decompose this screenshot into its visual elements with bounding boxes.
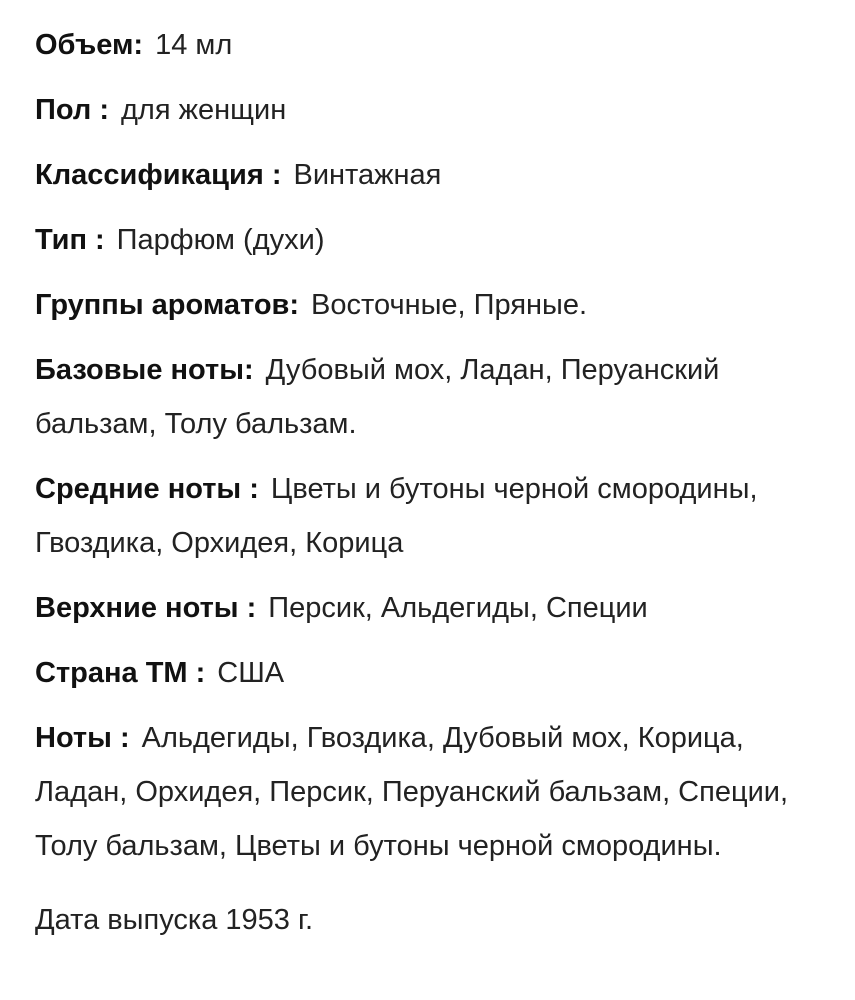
spec-label: Верхние ноты : — [35, 592, 257, 624]
spec-label: Ноты : — [35, 722, 130, 754]
spec-value: Винтажная — [293, 159, 442, 191]
spec-row-classification — [35, 148, 835, 202]
spec-row-top-notes — [35, 581, 835, 635]
spec-row-gender — [35, 83, 835, 137]
spec-label: Классификация : — [35, 159, 282, 191]
spec-label: Объем: — [35, 29, 144, 61]
spec-row-middle-notes — [35, 462, 835, 570]
release-date: Дата выпуска 1953 г. — [35, 904, 314, 936]
spec-value: 14 мл — [155, 29, 233, 61]
spec-value: США — [217, 657, 285, 689]
spec-value: Дубовый мох, Ладан, Перуанский бальзам, Толу бальзам. — [35, 354, 720, 440]
spec-value: Парфюм (духи) — [116, 224, 325, 256]
spec-row-fragrance-groups — [35, 278, 835, 332]
spec-label: Пол : — [35, 94, 109, 126]
spec-label: Базовые ноты: — [35, 354, 254, 386]
spec-row-all-notes — [35, 711, 835, 873]
spec-row-brand-country — [35, 646, 835, 700]
spec-label: Страна ТМ : — [35, 657, 206, 689]
product-spec-list — [35, 18, 835, 947]
spec-value: для женщин — [120, 94, 287, 126]
spec-label: Средние ноты : — [35, 473, 259, 505]
spec-row-type — [35, 213, 835, 267]
spec-row-base-notes — [35, 343, 835, 451]
spec-value: Альдегиды, Гвоздика, Дубовый мох, Корица, Ладан, Орхидея, Персик, Перуанский бальзам, Специи, Толу бальзам, Цветы и бутоны черной смородины. — [35, 722, 789, 862]
spec-label: Тип : — [35, 224, 105, 256]
spec-label: Группы ароматов: — [35, 289, 300, 321]
spec-value: Восточные, Пряные. — [311, 289, 588, 321]
spec-value: Персик, Альдегиды, Специи — [268, 592, 648, 624]
spec-value: Цветы и бутоны черной смородины, Гвоздика, Орхидея, Корица — [35, 473, 758, 559]
spec-row-volume — [35, 18, 835, 72]
